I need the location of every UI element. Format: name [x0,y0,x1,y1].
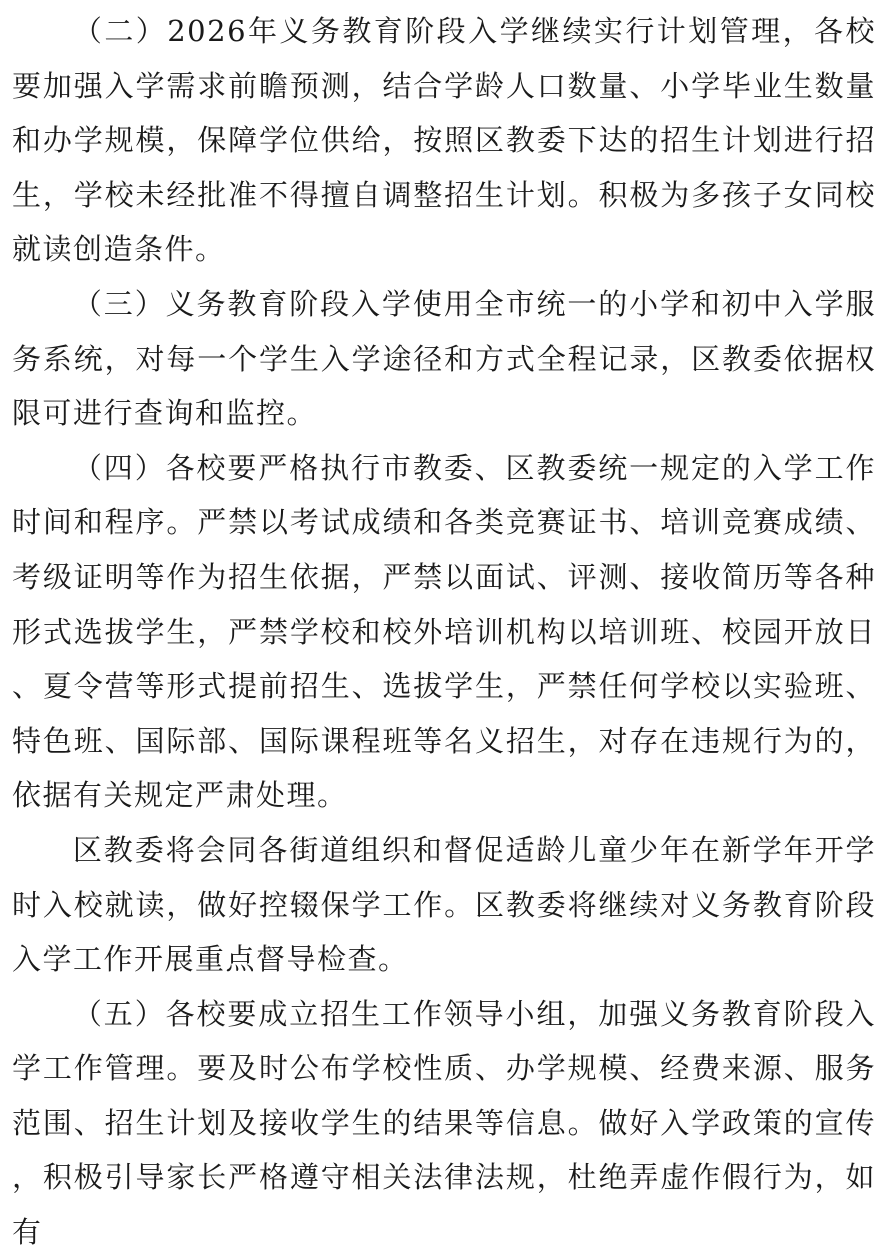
paragraph-leadership-group: （五）各校要成立招生工作领导小组，加强义务教育阶段入学工作管理。要及时公布学校性质、办学规模、经费来源、服务范围、招生计划及接收学生的结果等信息。做好入学政策的宣传，积极引导家长严格遵守相关法律法规，杜绝弄虚作假行为，如有 [12,996,876,1250]
paragraph-enrollment-system: （三）义务教育阶段入学使用全市统一的小学和初中入学服务系统，对每一个学生入学途径和方式全程记录，区教委依据权限可进行查询和监控。 [12,286,876,431]
paragraph-supervision: 区教委将会同各街道组织和督促适龄儿童少年在新学年开学时入校就读，做好控辍保学工作。区教委将继续对义务教育阶段入学工作开展重点督导检查。 [12,832,876,977]
paragraph-enrollment-plan: （二）2026年义务教育阶段入学继续实行计划管理，各校要加强入学需求前瞻预测，结合学龄人口数量、小学毕业生数量和办学规模，保障学位供给，按照区教委下达的招生计划进行招生，学校未经批准不得擅自调整招生计划。积极为多孩子女同校就读创造条件。 [12,14,876,267]
paragraph-enrollment-rules: （四）各校要严格执行市教委、区教委统一规定的入学工作时间和程序。严禁以考试成绩和各类竞赛证书、培训竞赛成绩、考级证明等作为招生依据，严禁以面试、评测、接收简历等各种形式选拔学生，严禁学校和校外培训机构以培训班、校园开放日、夏令营等形式提前招生、选拔学生，严禁任何学校以实验班、特色班、国际部、国际课程班等名义招生，对存在违规行为的，依据有关规定严肃处理。 [12,450,876,813]
document-page [12,4,876,1260]
